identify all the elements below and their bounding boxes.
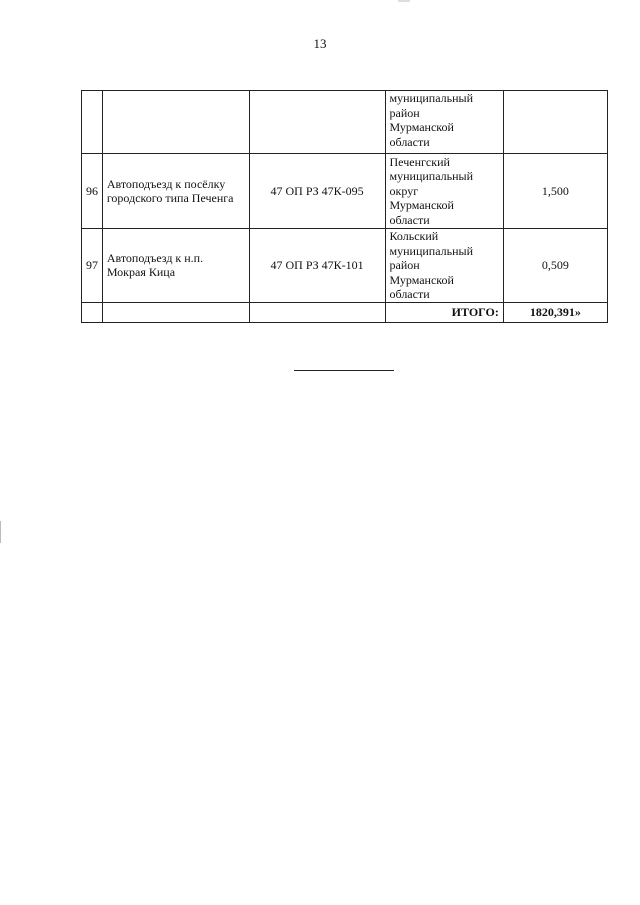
row-number: 97 [82, 229, 103, 303]
total-value: 1820,391» [503, 302, 607, 322]
empty-cell [102, 302, 249, 322]
road-length [503, 91, 607, 154]
district-line: Мурманской [389, 120, 454, 134]
scan-artifact [0, 521, 1, 543]
road-code: 47 ОП РЗ 47К-101 [249, 229, 385, 303]
road-code: 47 ОП РЗ 47К-095 [249, 154, 385, 229]
district-line: Мурманской [389, 272, 454, 287]
road-name [102, 91, 249, 154]
district-line: район [389, 105, 420, 120]
district-line: округ [389, 183, 419, 198]
total-row [82, 302, 608, 322]
page-number: 13 [313, 36, 327, 51]
row-number [82, 91, 103, 154]
district-line: Кольский [389, 229, 439, 243]
scan-artifact [398, 0, 410, 2]
end-of-document-rule [294, 370, 394, 371]
district-line: район [389, 258, 420, 272]
district-cell [385, 91, 503, 154]
roads-table [81, 90, 608, 323]
road-length: 0,509 [503, 229, 607, 303]
road-name: Автоподъезд к посёлку городского типа Печенга [102, 154, 249, 229]
district-line: области [389, 287, 430, 301]
district-line: области [389, 134, 430, 149]
road-code [249, 91, 385, 154]
table-row [82, 154, 608, 229]
district-line: муниципальный [389, 169, 474, 184]
district-cell [385, 154, 503, 229]
district-line: муниципальный [389, 243, 474, 258]
empty-cell [82, 302, 103, 322]
row-number: 96 [82, 154, 103, 229]
total-label: ИТОГО: [385, 302, 503, 322]
road-length: 1,500 [503, 154, 607, 229]
table-row [82, 229, 608, 303]
district-line: области [389, 212, 430, 227]
district-line: Мурманской [389, 198, 454, 213]
district-line: Печенгский [389, 154, 450, 169]
table-row [82, 91, 608, 154]
empty-cell [249, 302, 385, 322]
road-name: Автоподъезд к н.п. Мокрая Кица [102, 229, 249, 303]
district-line: муниципальный [389, 91, 474, 105]
district-cell [385, 229, 503, 303]
